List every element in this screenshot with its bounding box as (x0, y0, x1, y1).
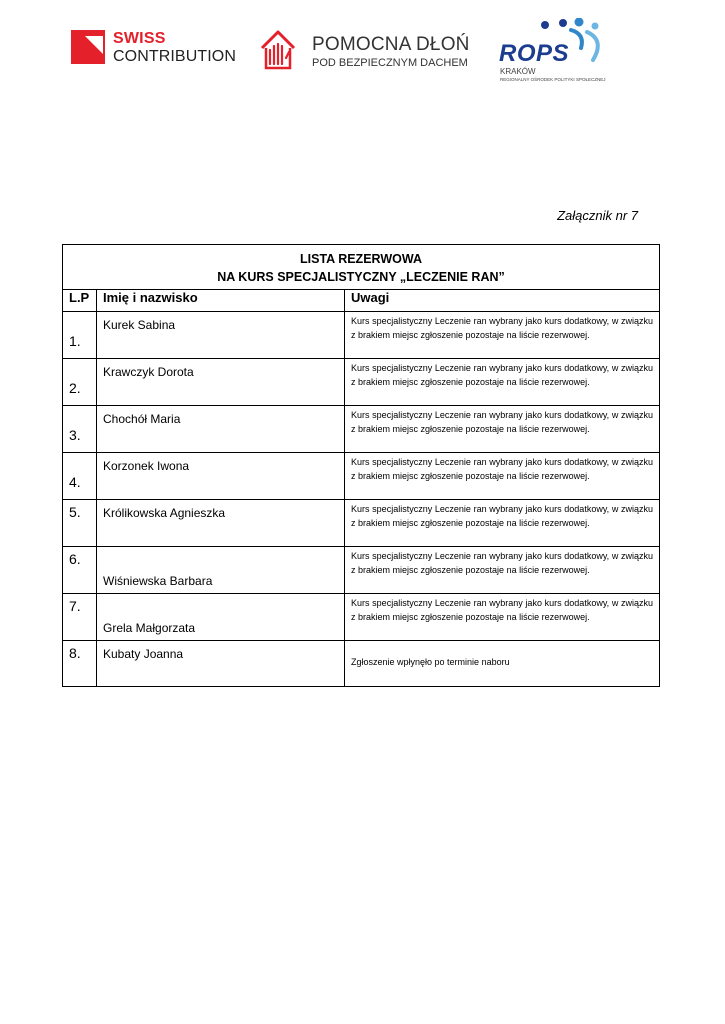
rops-logo-subtitle: REGIONALNY OŚRODEK POLITYKI SPOŁECZNEJ (500, 77, 606, 82)
header-lp: L.P (63, 290, 97, 312)
row-note: Kurs specjalistyczny Leczenie ran wybrany jako kurs dodatkowy, w związku z brakiem miejsc zgłoszenie pozostaje na liście rezerwowej. (345, 453, 660, 500)
row-note: Kurs specjalistyczny Leczenie ran wybrany jako kurs dodatkowy, w związku z brakiem miejsc zgłoszenie pozostaje na liście rezerwowej. (345, 406, 660, 453)
table-row (63, 359, 660, 406)
row-name: Królikowska Agnieszka (103, 506, 226, 520)
table-row (63, 406, 660, 453)
row-name: Kurek Sabina (103, 318, 176, 332)
row-lp: 8. (69, 645, 81, 661)
row-lp: 7. (69, 598, 81, 614)
row-note: Kurs specjalistyczny Leczenie ran wybrany jako kurs dodatkowy, w związku z brakiem miejsc zgłoszenie pozostaje na liście rezerwowej. (345, 359, 660, 406)
row-name: Chochół Maria (103, 412, 181, 426)
header-notes: Uwagi (345, 290, 660, 312)
row-name: Krawczyk Dorota (103, 365, 194, 379)
swiss-logo-line1: SWISS (113, 30, 166, 47)
table-row (63, 594, 660, 641)
table-header-row (63, 290, 660, 312)
row-lp: 3. (69, 427, 81, 443)
row-lp: 1. (69, 333, 81, 349)
row-note: Kurs specjalistyczny Leczenie ran wybrany jako kurs dodatkowy, w związku z brakiem miejsc zgłoszenie pozostaje na liście rezerwowej. (345, 547, 660, 594)
row-note: Kurs specjalistyczny Leczenie ran wybrany jako kurs dodatkowy, w związku z brakiem miejsc zgłoszenie pozostaje na liście rezerwowej. (345, 312, 660, 359)
house-hand-icon (260, 28, 296, 72)
row-name: Kubaty Joanna (103, 647, 184, 661)
row-name: Wiśniewska Barbara (103, 574, 213, 588)
header-name: Imię i nazwisko (97, 290, 345, 312)
table-row (63, 453, 660, 500)
row-lp: 5. (69, 504, 81, 520)
rops-logo-name: ROPS (499, 40, 570, 67)
rops-logo-city: KRAKÓW (500, 67, 536, 76)
table-title-line2: NA KURS SPECJALISTYCZNY „LECZENIE RAN” (217, 270, 505, 284)
table-row (63, 641, 660, 687)
pomocna-dlon-logo (260, 28, 475, 74)
row-note: Kurs specjalistyczny Leczenie ran wybrany jako kurs dodatkowy, w związku z brakiem miejsc zgłoszenie pozostaje na liście rezerwowej. (345, 500, 660, 547)
row-lp: 4. (69, 474, 81, 490)
swiss-contribution-logo (71, 30, 241, 68)
row-name: Grela Małgorzata (103, 621, 196, 635)
row-lp: 6. (69, 551, 81, 567)
table-title-line1: LISTA REZERWOWA (300, 252, 422, 266)
rops-krakow-logo (497, 18, 612, 84)
table-row (63, 312, 660, 359)
pomocna-logo-line2: POD BEZPIECZNYM DACHEM (312, 57, 468, 69)
swiss-flag-icon (71, 30, 105, 64)
row-note: Kurs specjalistyczny Leczenie ran wybrany jako kurs dodatkowy, w związku z brakiem miejsc zgłoszenie pozostaje na liście rezerwowej. (345, 594, 660, 641)
table-row (63, 547, 660, 594)
row-note: Zgłoszenie wpłynęło po terminie naboru (345, 641, 660, 687)
table-row (63, 500, 660, 547)
reserve-list-table (62, 244, 660, 687)
attachment-label: Załącznik nr 7 (557, 208, 638, 223)
table-title (63, 245, 660, 290)
swiss-logo-line2: CONTRIBUTION (113, 48, 236, 65)
pomocna-logo-line1: POMOCNA DŁOŃ (312, 34, 470, 55)
row-name: Korzonek Iwona (103, 459, 190, 473)
row-lp: 2. (69, 380, 81, 396)
